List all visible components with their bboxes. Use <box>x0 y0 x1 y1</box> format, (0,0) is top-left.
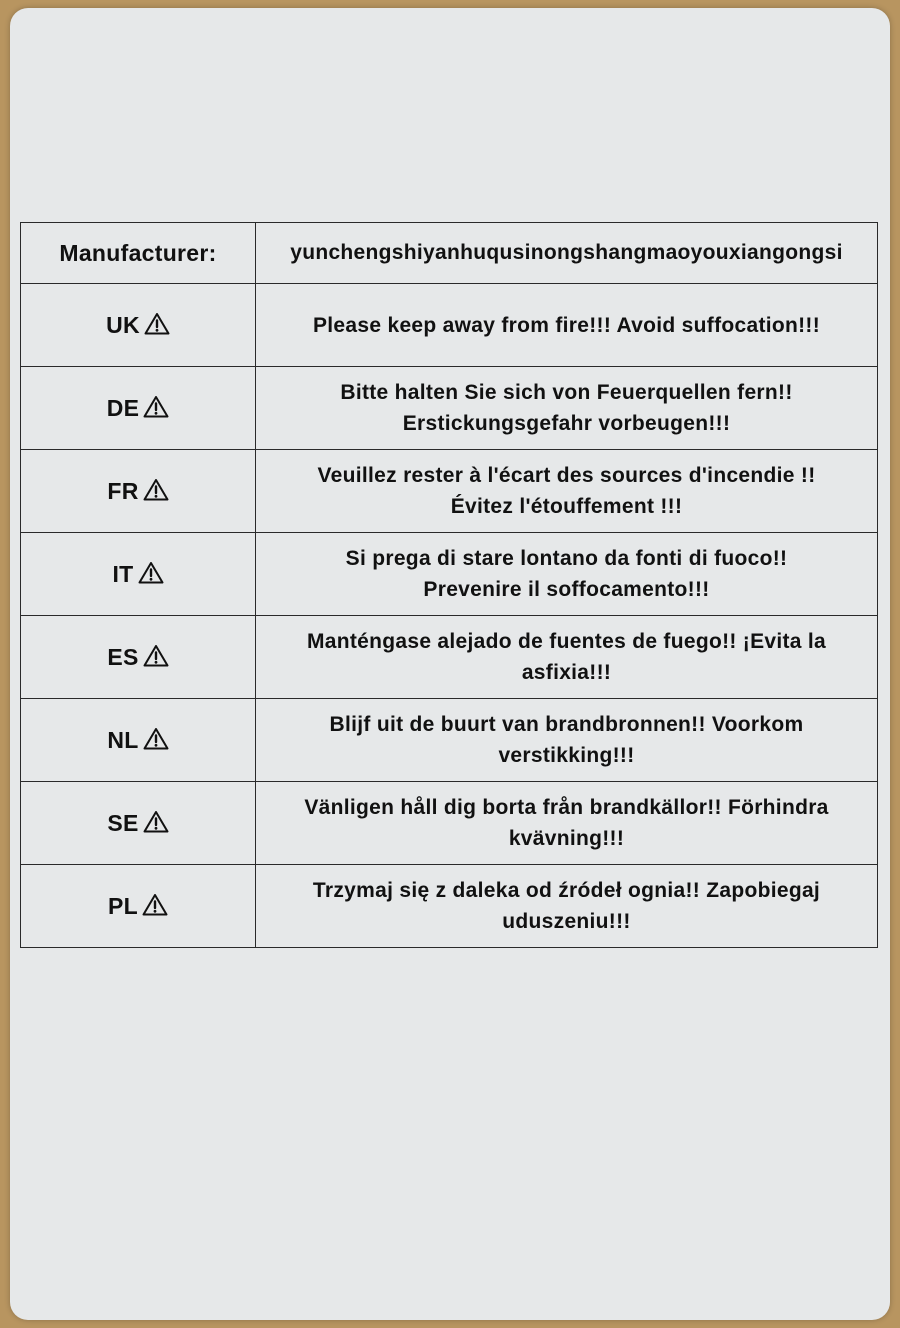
warning-row-se <box>21 782 878 865</box>
safety-warning-table <box>20 222 878 948</box>
warning-text-line-1: Blijf uit de buurt van brandbronnen!! Voorkom <box>329 713 804 736</box>
warning-row-pl <box>21 865 878 948</box>
warning-text-line-2: Prevenire il soffocamento!!! <box>423 578 710 601</box>
language-code: NL <box>107 726 139 753</box>
warning-message <box>256 865 878 948</box>
warning-message <box>256 616 878 699</box>
language-code-cell <box>21 367 256 450</box>
warning-row-nl <box>21 699 878 782</box>
warning-message <box>256 699 878 782</box>
warning-row-fr <box>21 450 878 533</box>
language-code-cell <box>21 533 256 616</box>
warning-text-line-2: verstikking!!! <box>498 744 635 767</box>
warning-row-uk <box>21 284 878 367</box>
warning-text-line-2: uduszeniu!!! <box>502 910 631 933</box>
warning-text-line-1: Vänligen håll dig borta från brandkällor!! Förhindra <box>304 796 829 819</box>
manufacturer-label: Manufacturer: <box>21 223 256 284</box>
warning-triangle-icon <box>143 478 169 501</box>
warning-text-line-2: kvävning!!! <box>508 827 625 850</box>
warning-text-line-1: Veuillez rester à l'écart des sources d'incendie !! <box>317 464 816 487</box>
warning-triangle-icon <box>143 727 169 750</box>
language-code: UK <box>106 311 140 338</box>
warning-triangle-icon <box>143 810 169 833</box>
language-code-cell <box>21 616 256 699</box>
language-code-cell <box>21 782 256 865</box>
language-code: IT <box>112 560 134 587</box>
warning-message <box>256 450 878 533</box>
language-code: PL <box>108 892 138 919</box>
warning-row-it <box>21 533 878 616</box>
warning-message <box>256 284 878 367</box>
language-code: ES <box>107 643 139 670</box>
warning-triangle-icon <box>144 312 170 335</box>
language-code-cell <box>21 865 256 948</box>
language-code: DE <box>106 394 140 421</box>
warning-triangle-icon <box>138 561 164 584</box>
language-code: FR <box>107 477 139 504</box>
language-code-cell <box>21 699 256 782</box>
warning-text-line-1: Trzymaj się z daleka od źródeł ognia!! Zapobiegaj <box>312 879 821 902</box>
warning-triangle-icon <box>143 395 169 418</box>
warning-text-line-1: Please keep away from fire!!! Avoid suffocation!!! <box>312 313 821 337</box>
warning-text-line-1: Bitte halten Sie sich von Feuerquellen fern!! <box>340 381 793 404</box>
manufacturer-row <box>21 223 878 284</box>
language-code-cell <box>21 450 256 533</box>
warning-row-es <box>21 616 878 699</box>
warning-message <box>256 367 878 450</box>
manufacturer-value: yunchengshiyanhuqusinongshangmaoyouxiangongsi <box>256 223 878 284</box>
warning-text-line-1: Manténgase alejado de fuentes de fuego!! ¡Evita la <box>306 630 827 653</box>
warning-text-line-2: Erstickungsgefahr vorbeugen!!! <box>402 412 731 435</box>
warning-text-line-1: Si prega di stare lontano da fonti di fuoco!! <box>345 547 788 570</box>
warning-message <box>256 533 878 616</box>
language-code-cell <box>21 284 256 367</box>
warning-triangle-icon <box>143 644 169 667</box>
warning-row-de <box>21 367 878 450</box>
warning-triangle-icon <box>142 893 168 916</box>
warning-text-line-2: asfixia!!! <box>521 661 612 684</box>
warning-message <box>256 782 878 865</box>
language-code: SE <box>107 809 139 836</box>
warning-text-line-2: Évitez l'étouffement !!! <box>450 495 683 518</box>
